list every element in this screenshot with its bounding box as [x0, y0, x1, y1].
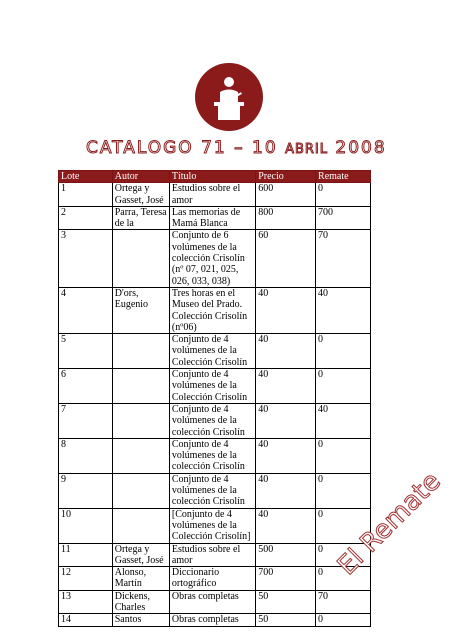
cell-titulo: Obras completas	[169, 590, 255, 614]
cell-autor	[112, 508, 169, 543]
cell-precio: 600	[256, 183, 316, 207]
cell-titulo: Conjunto de 4 volúmenes de la colección Crisolín	[169, 438, 255, 473]
cell-titulo: Estudios sobre el amor	[169, 543, 255, 567]
cell-precio: 60	[256, 230, 316, 287]
cell-lote: 10	[59, 508, 113, 543]
cell-autor: Ortega y Gasset, José	[112, 183, 169, 207]
table-header-row	[59, 171, 371, 183]
cell-lote: 12	[59, 567, 113, 591]
cell-precio: 40	[256, 508, 316, 543]
cell-precio: 800	[256, 206, 316, 230]
cell-remate: 700	[316, 206, 371, 230]
table-row	[59, 369, 371, 404]
table-row	[59, 206, 371, 230]
catalog-title-main: CATALOGO 71 – 10	[86, 138, 278, 158]
cell-titulo: Conjunto de 4 volúmenes de la Colección Crisolín	[169, 369, 255, 404]
cell-lote: 3	[59, 230, 113, 287]
catalog-title-month: ABRIL	[285, 142, 328, 157]
cell-precio: 40	[256, 369, 316, 404]
cell-autor: Dickens, Charles	[112, 590, 169, 614]
cell-autor	[112, 403, 169, 438]
cell-titulo: Conjunto de 4 volúmenes de la colección Crisolín	[169, 403, 255, 438]
cell-lote: 6	[59, 369, 113, 404]
cell-remate: 0	[316, 438, 371, 473]
cell-precio: 50	[256, 614, 316, 626]
cell-precio: 40	[256, 334, 316, 369]
cell-autor	[112, 369, 169, 404]
table-body	[59, 183, 371, 626]
cell-autor	[112, 230, 169, 287]
cell-autor	[112, 473, 169, 508]
cell-precio: 40	[256, 438, 316, 473]
cell-remate: 0	[316, 543, 371, 567]
cell-titulo: Conjunto de 4 volúmenes de la colección Crisolín	[169, 473, 255, 508]
cell-autor: D'ors, Eugenio	[112, 287, 169, 333]
cell-precio: 50	[256, 590, 316, 614]
cell-autor	[112, 334, 169, 369]
cell-remate: 0	[316, 334, 371, 369]
catalog-table	[58, 170, 371, 627]
cell-lote: 8	[59, 438, 113, 473]
table-row	[59, 473, 371, 508]
cell-remate: 0	[316, 614, 371, 626]
table-row	[59, 567, 371, 591]
cell-titulo: Diccionario ortográfico	[169, 567, 255, 591]
cell-lote: 11	[59, 543, 113, 567]
table-row	[59, 590, 371, 614]
cell-remate: 0	[316, 508, 371, 543]
cell-titulo: Las memorias de Mamá Blanca	[169, 206, 255, 230]
header-lote: Lote	[59, 171, 113, 183]
cell-precio: 500	[256, 543, 316, 567]
table-row	[59, 230, 371, 287]
catalog-title	[86, 138, 387, 158]
cell-remate: 0	[316, 567, 371, 591]
cell-lote: 5	[59, 334, 113, 369]
cell-titulo: Obras completas	[169, 614, 255, 626]
cell-remate: 70	[316, 230, 371, 287]
cell-autor: Alonso, Martín	[112, 567, 169, 591]
cell-lote: 14	[59, 614, 113, 626]
cell-autor: Santos	[112, 614, 169, 626]
cell-precio: 40	[256, 403, 316, 438]
auctioneer-logo	[194, 62, 264, 132]
cell-remate: 40	[316, 403, 371, 438]
cell-lote: 1	[59, 183, 113, 207]
header-remate: Remate	[316, 171, 371, 183]
table-row	[59, 287, 371, 333]
cell-titulo: Estudios sobre el amor	[169, 183, 255, 207]
table-row	[59, 614, 371, 626]
cell-titulo: Conjunto de 6 volúmenes de la colección Crisolín (nº 07, 021, 025, 026, 033, 038)	[169, 230, 255, 287]
header-autor: Autor	[112, 171, 169, 183]
cell-lote: 13	[59, 590, 113, 614]
cell-lote: 4	[59, 287, 113, 333]
watermark-stamp: El Remate	[332, 466, 447, 582]
cell-autor	[112, 438, 169, 473]
cell-lote: 9	[59, 473, 113, 508]
cell-lote: 2	[59, 206, 113, 230]
cell-autor: Parra, Teresa de la	[112, 206, 169, 230]
table-row	[59, 403, 371, 438]
table-row	[59, 543, 371, 567]
cell-titulo: Conjunto de 4 volúmenes de la Colección Crisolín	[169, 334, 255, 369]
table-row	[59, 508, 371, 543]
cell-remate: 0	[316, 369, 371, 404]
table-row	[59, 438, 371, 473]
catalog-title-year: 2008	[335, 138, 387, 158]
cell-autor: Ortega y Gasset, José	[112, 543, 169, 567]
cell-titulo: [Conjunto de 4 volúmenes de la Colección Crisolín]	[169, 508, 255, 543]
cell-remate: 0	[316, 473, 371, 508]
cell-remate: 70	[316, 590, 371, 614]
cell-remate: 0	[316, 183, 371, 207]
table-row	[59, 334, 371, 369]
cell-remate: 40	[316, 287, 371, 333]
cell-precio: 40	[256, 473, 316, 508]
cell-lote: 7	[59, 403, 113, 438]
header-titulo: Título	[169, 171, 255, 183]
cell-precio: 700	[256, 567, 316, 591]
cell-titulo: Tres horas en el Museo del Prado. Colección Crisolín (nº06)	[169, 287, 255, 333]
header-precio: Precio	[256, 171, 316, 183]
cell-precio: 40	[256, 287, 316, 333]
table-row	[59, 183, 371, 207]
